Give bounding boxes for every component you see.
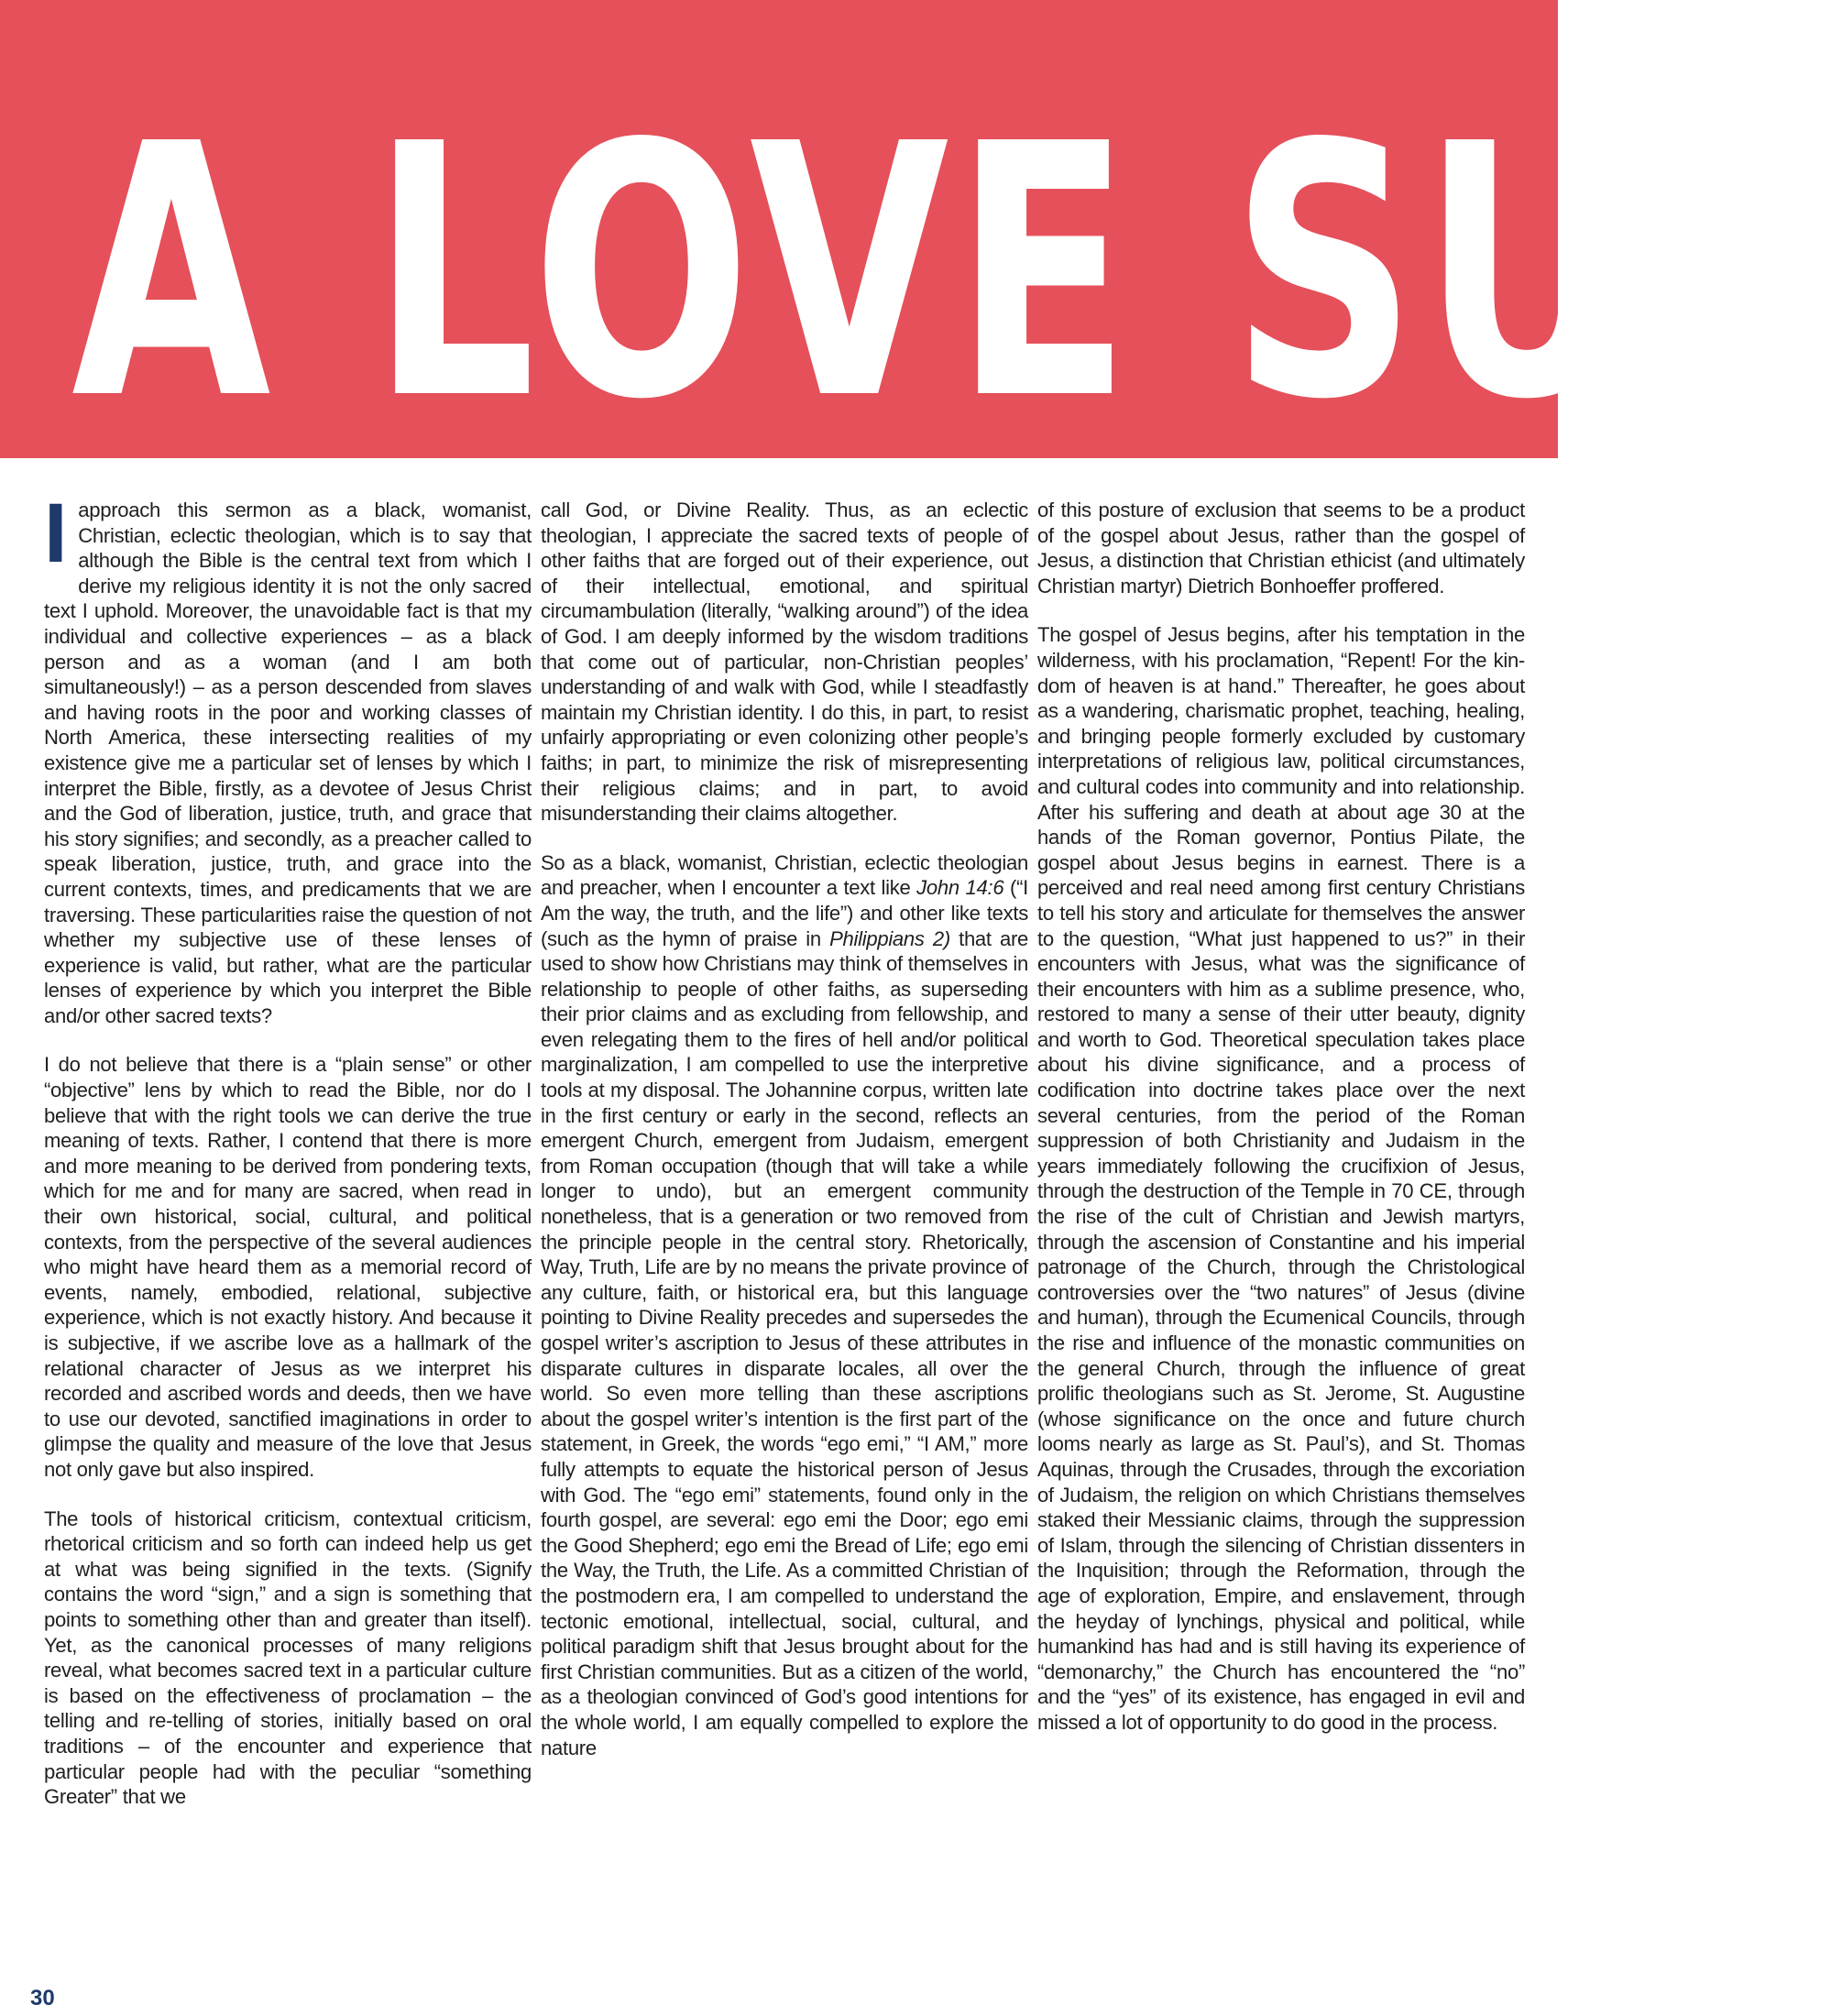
article-title: A LOVE SUP [71, 70, 1831, 476]
article-column-2 [541, 498, 1028, 1784]
body-paragraph: The tools of historical criticism, contextual criticism, rhetorical criticism and so forth can indeed help us get at what was being signified in the texts. (Signify contains the word “sign,” and a sign is something that points to something other than and greater than itself). Yet, as the canonical processes of many religions reveal, what becomes sacred text in a particular culture is based on the effectiveness of proclamation – the telling and re-telling of stories, initially based on oral traditions – of the encounter and experience that particular people had with the peculiar “something Greater” that we [44, 1507, 532, 1809]
page-number: 30 [30, 1986, 55, 2011]
scripture-reference: John 14:6 [916, 876, 1004, 900]
drop-cap: I [44, 487, 68, 580]
body-paragraph: Iapproach this sermon as a black, womanist, Christian, eclectic theologian, which is to say that although the Bible is the central text from which I derive my religious identity it is not the only sacred text I uphold. Moreover, the unavoidable fact is that my individual and collective experiences – as a black person and as a woman (and I am both simultaneously!) – as a person descended from slaves and having roots in the poor and working classes of North America, these intersecting realities of my existence give me a particular set of lenses by which I interpret the Bible, firstly, as a devotee of Jesus Christ and the God of liberation, justice, truth, and grace that his story signifies; and secondly, as a preacher called to speak liberation, justice, truth, and grace into the current contexts, times, and predicaments that we are traversing. These particularities raise the question of not whether my subjective use of these lenses of experience is valid, but rather, what are the particular lenses of experience by which you interpret the Bible and/or other sacred texts? [44, 487, 532, 1027]
body-paragraph: So as a black, womanist, Christian, eclectic theologian and preacher, when I encounter a text like John 14:6 (“I Am the way, the truth, and the life”) and other like texts (such as the hymn of praise in Philippians 2) that are used to show how Christians may think of themselves in relationship to people of other faiths, as superseding their prior claims and as excluding from fellowship, and even relegating them to the fires of hell and/or political marginalization, I am compelled to use the interpretive tools at my disposal. The Johannine corpus, written late in the first century or early in the second, reflects an emergent Church, emergent from Judaism, emergent from Roman occupation (though that will take a while longer to undo), but an emergent community nonetheless, that is a generation or two removed from the principle people in the central story. Rhetorically, Way, Truth, Life are by no means the private province of any culture, faith, or historical era, but this language pointing to Divine Reality precedes and supersedes the gospel writer’s ascription to Jesus of these attributes in disparate cultures in disparate locales, all over the world. So even more telling than these ascriptions about the gospel writer’s intention is the first part of the statement, in Greek, the words “ego emi,” “I AM,” more fully attempts to equate the historical person of Jesus with God. The “ego emi” statements, found only in the fourth gospel, are several: ego emi the Door; ego emi the Good Shepherd; ego emi the Bread of Life; ego emi the Way, the Truth, the Life. As a committed Christian of the postmodern era, I am compelled to understand the tectonic emotional, intellectual, social, cultural, and political paradigm shift that Jesus brought about for the first Christian communities. But as a citizen of the world, as a theologian convinced of God’s good intentions for the whole world, I am equally compelled to explore the nature [541, 850, 1028, 1759]
scripture-reference: Philippians 2) [829, 926, 950, 950]
body-paragraph: of this posture of exclusion that seems to be a product of the gospel about Jesus, rather than the gospel of Jesus, a distinction that Christian ethicist (and ultimately Christian martyr) Dietrich Bonhoeffer proffered. [1037, 499, 1525, 597]
body-paragraph: call God, or Divine Reality. Thus, as an eclectic theologian, I appreciate the sacred texts of people of other faiths that are forged out of their experience, out of their intellectual, emotional, and spiritual circumambulation (literally, “walking around”) of the idea of God. I am deeply informed by the wisdom traditions that come out of particular, non-Christian peoples’ understanding of and walk with God, while I steadfastly maintain my Christian identity. I do this, in part, to resist unfairly appropriating or even colonizing other people’s faiths; in part, to minimize the risk of misrepresenting their religious claims; and in part, to avoid misunderstanding their claims altogether. [541, 499, 1028, 826]
body-paragraph: I do not believe that there is a “plain sense” or other “objective” lens by which to read the Bible, nor do I believe that with the right tools we can derive the true meaning of texts. Rather, I contend that there is more and more meaning to be derived from pondering texts, which for me and for many are sacred, when read in their own historical, social, cultural, and political contexts, from the perspective of the several audiences who might have heard them as a memorial record of events, namely, embodied, relational, subjective experience, which is not exactly history. And because it is subjective, if we ascribe love as a hallmark of the relational character of Jesus as we interpret his recorded and ascribed words and deeds, then we have to use our devoted, sanctified imaginations in order to glimpse the quality and measure of the love that Jesus not only gave but also inspired. [44, 1053, 532, 1481]
title-banner [0, 0, 1831, 476]
article-column-3 [1037, 498, 1525, 1759]
article-column-1 [44, 487, 532, 1834]
body-paragraph: The gospel of Jesus begins, after his temptation in the wilderness, with his proclamation, “Repent! For the kin-dom of heaven is at hand.” Thereafter, he goes about as a wandering, charismatic prophet, teaching, healing, and bringing people formerly excluded by customary interpretations of religious law, political circumstances, and cultural codes into community and into relationship. After his suffering and death at about age 30 at the hands of the Roman governor, Pontius Pilate, the gospel about Jesus begins in earnest. There is a perceived and real need among first century Christians to tell his story and articulate for themselves the answer to the question, “What just happened to us?” in their encounters with Jesus, what was the significance of their encounters with him as a sublime presence, who, restored to many a sense of their utter beauty, dignity and worth to God. Theoretical speculation takes place about his divine significance, and a process of codification into doctrine takes place over the next several centuries, from the period of the Roman suppression of both Christianity and Judaism in the years immediately following the crucifixion of Jesus, through the destruction of the Temple in 70 CE, through the rise of the cult of Christian and Jewish martyrs, through the ascension of Constantine and his imperial patronage of the Church, through the Christological controversies over the “two natures” of Jesus (divine and human), through the Ecumenical Councils, through the rise and influence of the monastic communities on the general Church, through the influence of great prolific theologians such as St. Jerome, St. Augustine (whose significance on the once and future church looms nearly as large as St. Paul’s), and St. Thomas Aquinas, through the Crusades, through the excoriation of Judaism, the religion on which Christians themselves staked their Messianic claims, through the suppression of Islam, through the silencing of Christian dissenters in the Inquisition; through the Reformation, through the age of exploration, Empire, and enslavement, through the heyday of lynchings, physical and political, while humankind has had and is still having its experience of “demonarchy,” the Church has encountered the “no” and the “yes” of its existence, has engaged in evil and missed a lot of opportunity to do good in the process. [1037, 623, 1525, 1734]
